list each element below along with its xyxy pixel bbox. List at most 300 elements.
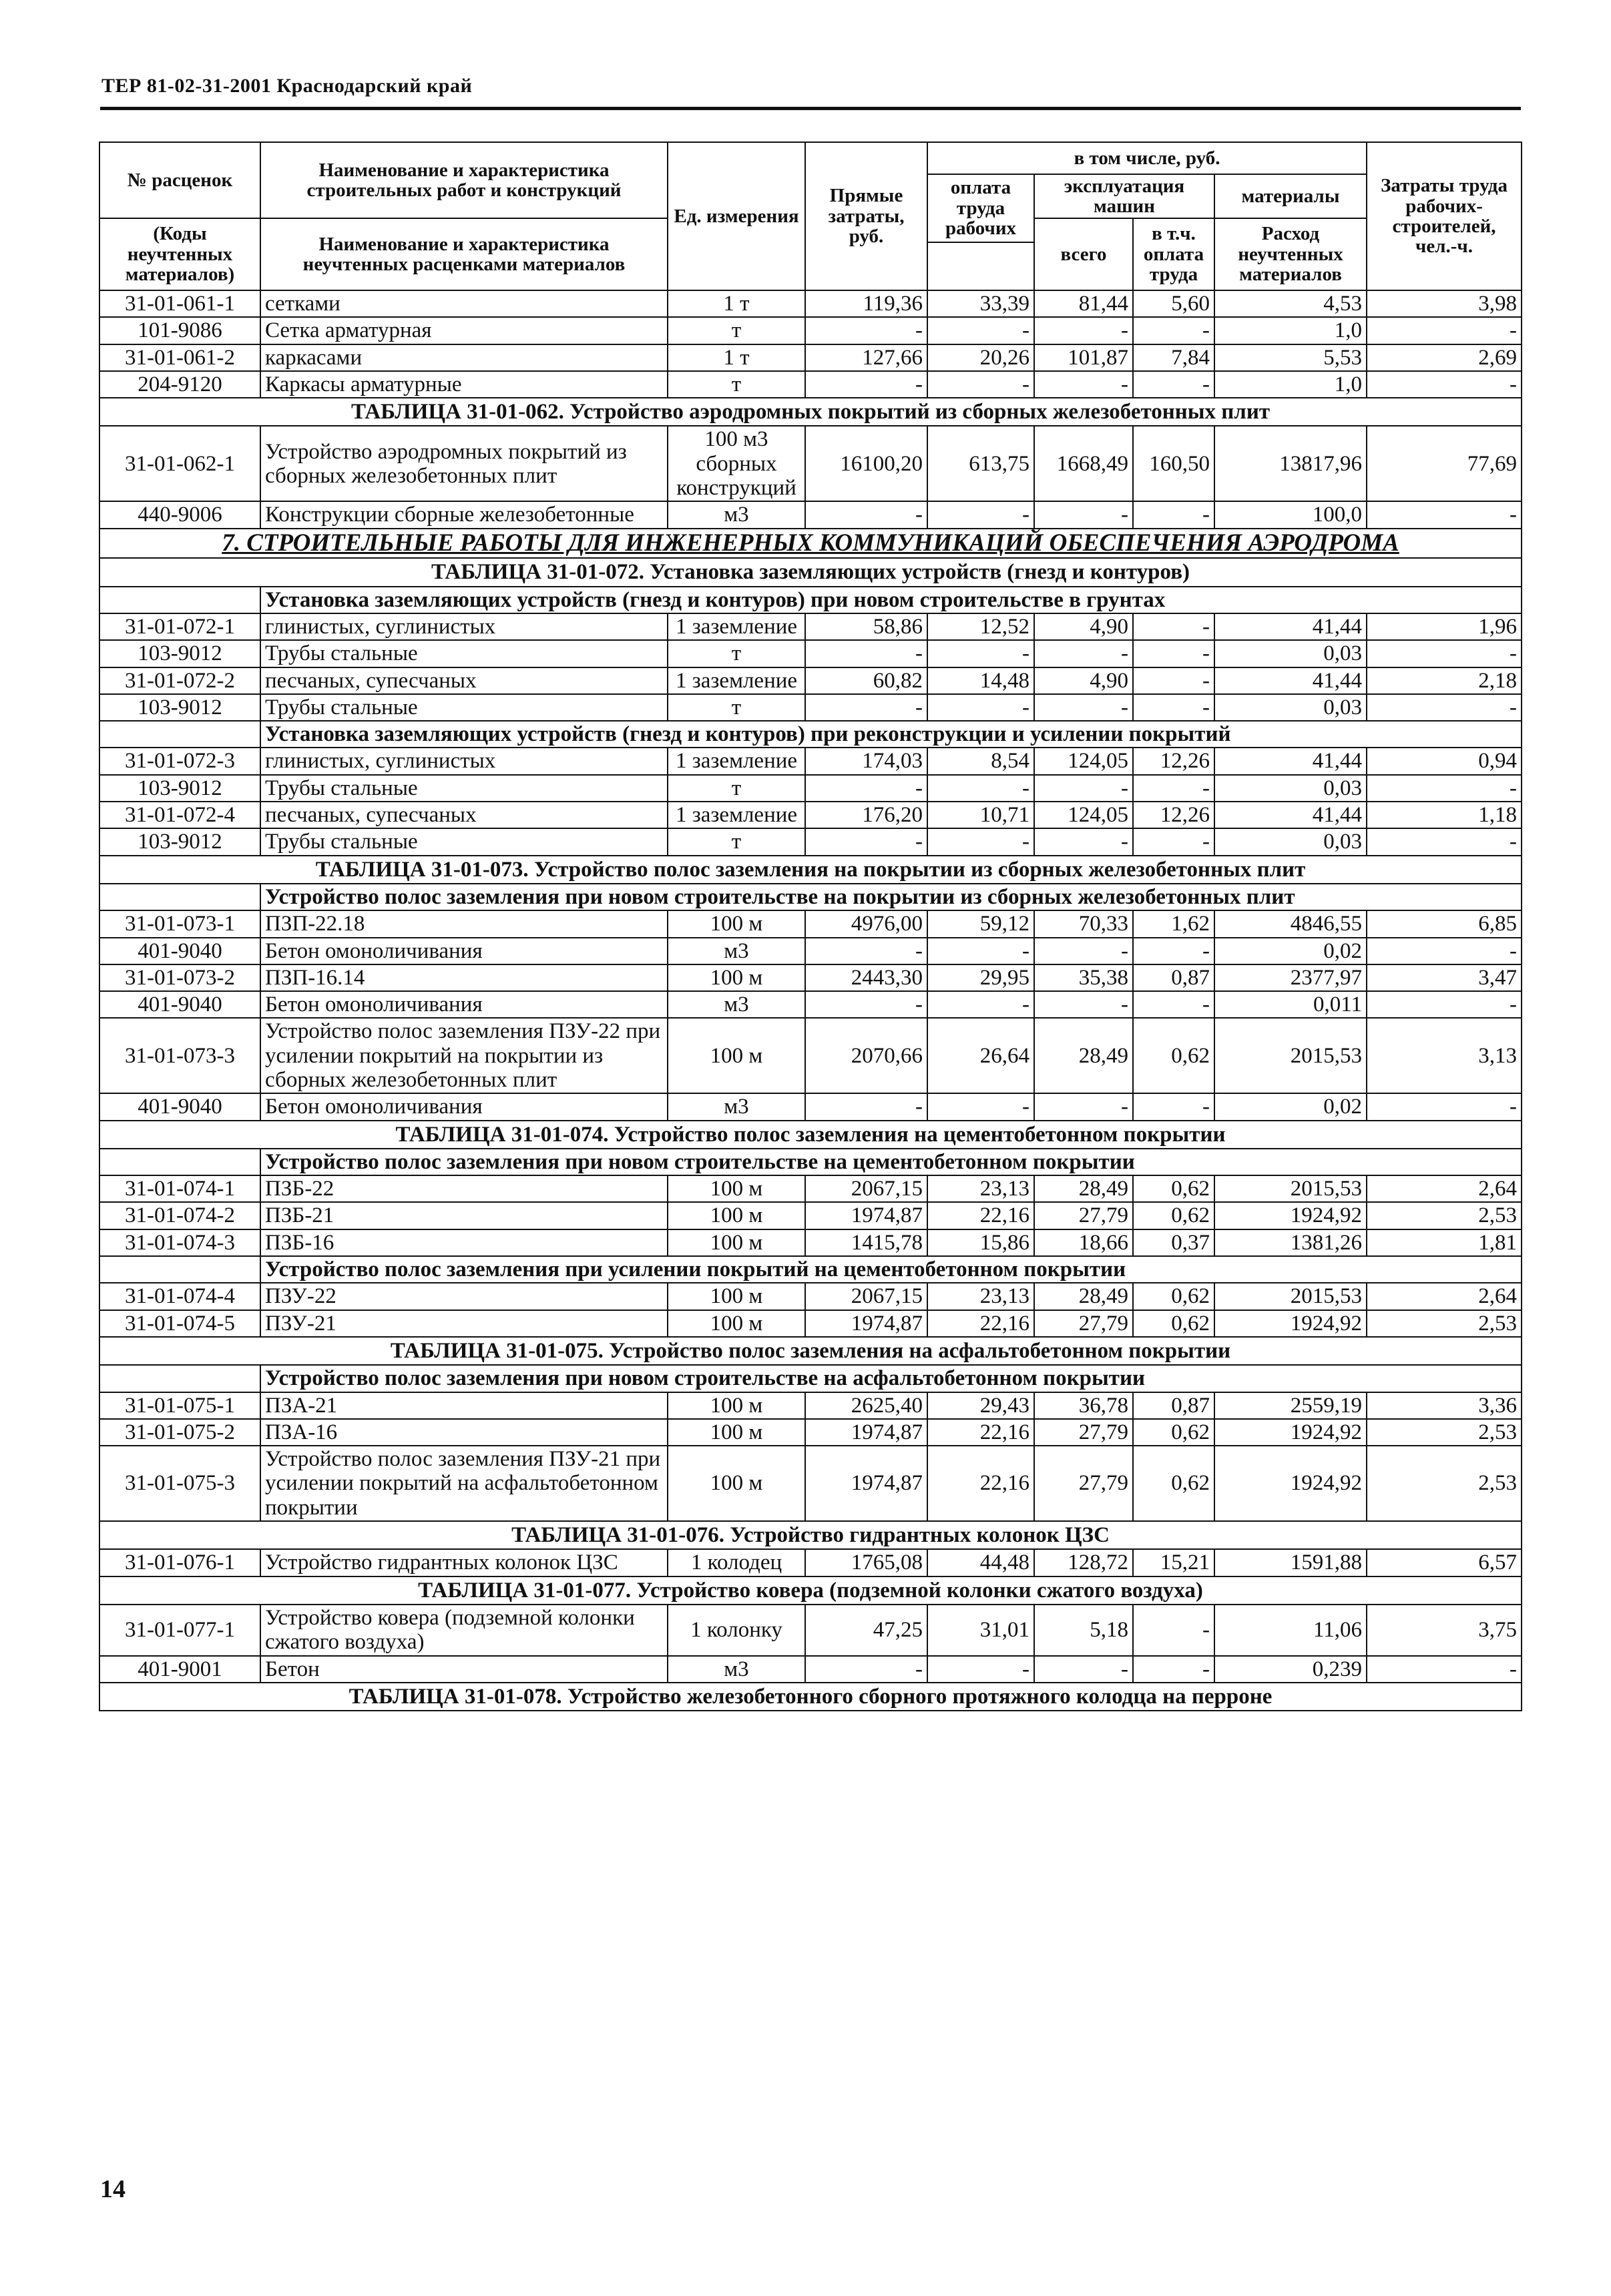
cell-code: 440-9006 xyxy=(99,501,260,528)
table-row xyxy=(99,640,1522,667)
cell-direct-costs: 2067,15 xyxy=(805,1283,927,1310)
cell-materials: 2015,53 xyxy=(1214,1175,1367,1202)
cell-worker-pay: - xyxy=(927,991,1034,1018)
cell-direct-costs: 1415,78 xyxy=(805,1229,927,1256)
cell-code: 31-01-072-4 xyxy=(99,802,260,828)
cell-direct-costs: 1765,08 xyxy=(805,1549,927,1576)
subheading-row xyxy=(99,1256,1522,1283)
cell-worker-pay: 26,64 xyxy=(927,1018,1034,1093)
cell-machines-pay: - xyxy=(1133,371,1214,398)
cell-machines-pay: 0,62 xyxy=(1133,1310,1214,1337)
cell-machines-total: 4,90 xyxy=(1034,613,1133,640)
cell-labor: - xyxy=(1367,1656,1522,1683)
cell-unit: т xyxy=(668,317,805,344)
cell-worker-pay: - xyxy=(927,694,1034,721)
table-heading: ТАБЛИЦА 31-01-075. Устройство полос заземления на асфальтобетонном покрытии xyxy=(99,1337,1522,1365)
cell-unit: 100 м xyxy=(668,1392,805,1419)
header-direct-costs: Прямые затраты, руб. xyxy=(805,142,927,290)
cell-machines-pay: 0,87 xyxy=(1133,964,1214,991)
cell-labor: - xyxy=(1367,991,1522,1018)
cell-code: 31-01-073-1 xyxy=(99,910,260,937)
page-header: ТЕР 81-02-31-2001 Краснодарский край xyxy=(101,75,473,97)
cell-machines-total: - xyxy=(1034,640,1133,667)
table-row xyxy=(99,613,1522,640)
cell-unit: 100 м xyxy=(668,1202,805,1229)
cell-name: каркасами xyxy=(260,344,668,371)
cell-machines-total: 124,05 xyxy=(1034,748,1133,774)
table-row xyxy=(99,667,1522,694)
cell-machines-total: 124,05 xyxy=(1034,802,1133,828)
cell-materials: 1924,92 xyxy=(1214,1419,1367,1446)
subheading-row xyxy=(99,884,1522,910)
cell-labor: - xyxy=(1367,938,1522,964)
cell-worker-pay: 23,13 xyxy=(927,1283,1034,1310)
cell-machines-pay: 0,37 xyxy=(1133,1229,1214,1256)
table-row xyxy=(99,1549,1522,1576)
cell-labor: 2,53 xyxy=(1367,1310,1522,1337)
cell-direct-costs: 176,20 xyxy=(805,802,927,828)
cell-worker-pay: 59,12 xyxy=(927,910,1034,937)
cell-labor: 3,98 xyxy=(1367,290,1522,317)
cell-unit: м3 xyxy=(668,938,805,964)
cell-labor: - xyxy=(1367,501,1522,528)
table-row xyxy=(99,1093,1522,1120)
cell-materials: 41,44 xyxy=(1214,802,1367,828)
cell-materials: 0,02 xyxy=(1214,1093,1367,1120)
table-row xyxy=(99,501,1522,528)
table-row xyxy=(99,775,1522,802)
subheading-row xyxy=(99,1365,1522,1392)
cell-worker-pay: 15,86 xyxy=(927,1229,1034,1256)
cell-code: 401-9040 xyxy=(99,938,260,964)
cell-worker-pay: - xyxy=(927,1656,1034,1683)
cell-unit: 1 заземление xyxy=(668,748,805,774)
cell-materials: 4846,55 xyxy=(1214,910,1367,937)
table-row xyxy=(99,1229,1522,1256)
cell-worker-pay: - xyxy=(927,828,1034,855)
cell-machines-pay: - xyxy=(1133,938,1214,964)
cell-name: песчаных, супесчаных xyxy=(260,667,668,694)
cell-materials: 1924,92 xyxy=(1214,1310,1367,1337)
cell-machines-total: 128,72 xyxy=(1034,1549,1133,1576)
cell-worker-pay: 33,39 xyxy=(927,290,1034,317)
cell-name: ПЗА-16 xyxy=(260,1419,668,1446)
cell-machines-pay: 0,62 xyxy=(1133,1175,1214,1202)
cell-materials: 0,02 xyxy=(1214,938,1367,964)
cell-labor: 3,36 xyxy=(1367,1392,1522,1419)
cell-code: 31-01-077-1 xyxy=(99,1605,260,1656)
cell-name: Трубы стальные xyxy=(260,694,668,721)
cell-name: ПЗБ-16 xyxy=(260,1229,668,1256)
cell-code: 103-9012 xyxy=(99,828,260,855)
table-row xyxy=(99,344,1522,371)
cell-machines-pay: - xyxy=(1133,775,1214,802)
table-heading-row xyxy=(99,856,1522,884)
cell-materials: 41,44 xyxy=(1214,667,1367,694)
cell-unit: м3 xyxy=(668,1093,805,1120)
cell-machines-pay: 0,62 xyxy=(1133,1446,1214,1521)
cell-code: 401-9040 xyxy=(99,1093,260,1120)
cell-machines-total: 36,78 xyxy=(1034,1392,1133,1419)
cell-machines-total: 27,79 xyxy=(1034,1419,1133,1446)
cell-machines-pay: 12,26 xyxy=(1133,802,1214,828)
header-machines-total: всего xyxy=(1034,218,1133,290)
table-heading: ТАБЛИЦА 31-01-074. Устройство полос заземления на цементобетонном покрытии xyxy=(99,1121,1522,1149)
page-number: 14 xyxy=(100,2175,126,2203)
table-heading: ТАБЛИЦА 31-01-072. Установка заземляющих устройств (гнезд и контуров) xyxy=(99,558,1522,586)
cell-name: Трубы стальные xyxy=(260,640,668,667)
cell-worker-pay: 44,48 xyxy=(927,1549,1034,1576)
cell-materials: 0,03 xyxy=(1214,775,1367,802)
cell-unit: 100 м xyxy=(668,1446,805,1521)
cell-labor: - xyxy=(1367,828,1522,855)
cell-code: 31-01-074-4 xyxy=(99,1283,260,1310)
cell-code: 31-01-073-3 xyxy=(99,1018,260,1093)
cell-direct-costs: 2067,15 xyxy=(805,1175,927,1202)
cell-direct-costs: 1974,87 xyxy=(805,1446,927,1521)
cell-machines-total: - xyxy=(1034,1093,1133,1120)
cell-machines-pay: - xyxy=(1133,640,1214,667)
cell-machines-pay: 0,62 xyxy=(1133,1283,1214,1310)
cell-direct-costs: 1974,87 xyxy=(805,1419,927,1446)
cell-machines-pay: - xyxy=(1133,667,1214,694)
cell-machines-pay: 160,50 xyxy=(1133,426,1214,501)
cell-name: Конструкции сборные железобетонные xyxy=(260,501,668,528)
cell-materials: 5,53 xyxy=(1214,344,1367,371)
table-heading-row xyxy=(99,1521,1522,1549)
cell-unit: м3 xyxy=(668,501,805,528)
subheading-row xyxy=(99,721,1522,748)
cell-code: 103-9012 xyxy=(99,640,260,667)
cell-materials: 1381,26 xyxy=(1214,1229,1367,1256)
table-heading-row xyxy=(99,1337,1522,1365)
header-materials: материалы xyxy=(1214,174,1367,218)
cell-code: 401-9001 xyxy=(99,1656,260,1683)
cell-direct-costs: - xyxy=(805,640,927,667)
cell-worker-pay: - xyxy=(927,371,1034,398)
cell-direct-costs: 1974,87 xyxy=(805,1310,927,1337)
cell-machines-pay: - xyxy=(1133,1605,1214,1656)
cell-worker-pay: - xyxy=(927,938,1034,964)
table-heading: ТАБЛИЦА 31-01-078. Устройство железобетонного сборного протяжного колодца на перроне xyxy=(99,1683,1522,1711)
cell-unit: т xyxy=(668,640,805,667)
table-row xyxy=(99,828,1522,855)
cell-labor: 2,53 xyxy=(1367,1202,1522,1229)
cell-code: 31-01-074-3 xyxy=(99,1229,260,1256)
cell-direct-costs: - xyxy=(805,501,927,528)
rates-table xyxy=(99,141,1522,1711)
cell-code: 31-01-074-1 xyxy=(99,1175,260,1202)
subheading: Установка заземляющих устройств (гнезд и контуров) при реконструкции и усилении покрытий xyxy=(260,721,1522,748)
section-heading: 7. СТРОИТЕЛЬНЫЕ РАБОТЫ ДЛЯ ИНЖЕНЕРНЫХ КОММУНИКАЦИЙ ОБЕСПЕЧЕНИЯ АЭРОДРОМА xyxy=(99,529,1522,559)
cell-materials: 1591,88 xyxy=(1214,1549,1367,1576)
cell-worker-pay: 22,16 xyxy=(927,1310,1034,1337)
cell-name: ПЗП-16.14 xyxy=(260,964,668,991)
cell-unit: 100 м3 сборных конструкций xyxy=(668,426,805,501)
cell-materials: 0,03 xyxy=(1214,694,1367,721)
table-row xyxy=(99,748,1522,774)
cell-unit: т xyxy=(668,775,805,802)
table-body xyxy=(99,290,1522,1711)
table-row xyxy=(99,910,1522,937)
cell-machines-pay: 0,62 xyxy=(1133,1419,1214,1446)
cell-worker-pay: 20,26 xyxy=(927,344,1034,371)
cell-direct-costs: - xyxy=(805,694,927,721)
cell-materials: 2377,97 xyxy=(1214,964,1367,991)
cell-name: ПЗБ-22 xyxy=(260,1175,668,1202)
table-row xyxy=(99,1310,1522,1337)
cell-name: Бетон xyxy=(260,1656,668,1683)
cell-code: 31-01-072-2 xyxy=(99,667,260,694)
table-header xyxy=(99,142,1522,290)
cell-code: 101-9086 xyxy=(99,317,260,344)
cell-unit: 1 заземление xyxy=(668,802,805,828)
cell-labor: 1,96 xyxy=(1367,613,1522,640)
cell-materials: 1924,92 xyxy=(1214,1446,1367,1521)
cell-direct-costs: 119,36 xyxy=(805,290,927,317)
cell-name: ПЗП-22.18 xyxy=(260,910,668,937)
cell-code: 31-01-072-3 xyxy=(99,748,260,774)
cell-unit: 1 т xyxy=(668,344,805,371)
cell-name: сетками xyxy=(260,290,668,317)
cell-name: Каркасы арматурные xyxy=(260,371,668,398)
cell-unit: 1 колонку xyxy=(668,1605,805,1656)
cell-name: ПЗА-21 xyxy=(260,1392,668,1419)
cell-labor: - xyxy=(1367,1093,1522,1120)
cell-worker-pay: 29,95 xyxy=(927,964,1034,991)
cell-materials: 41,44 xyxy=(1214,748,1367,774)
cell-machines-total: 27,79 xyxy=(1034,1202,1133,1229)
cell-worker-pay: - xyxy=(927,1093,1034,1120)
table-heading-row xyxy=(99,1683,1522,1711)
cell-machines-total: 27,79 xyxy=(1034,1446,1133,1521)
cell-worker-pay: 10,71 xyxy=(927,802,1034,828)
cell-name: глинистых, суглинистых xyxy=(260,613,668,640)
rates-table-wrap xyxy=(99,141,1521,1711)
table-row xyxy=(99,964,1522,991)
cell-worker-pay: 613,75 xyxy=(927,426,1034,501)
cell-name: Трубы стальные xyxy=(260,775,668,802)
table-row xyxy=(99,371,1522,398)
cell-direct-costs: - xyxy=(805,317,927,344)
header-code-sub: (Коды неучтенных материалов) xyxy=(99,218,260,290)
cell-labor: 2,53 xyxy=(1367,1446,1522,1521)
cell-labor: - xyxy=(1367,775,1522,802)
cell-direct-costs: 2443,30 xyxy=(805,964,927,991)
subheading: Устройство полос заземления при новом строительстве на покрытии из сборных железобетонных плит xyxy=(260,884,1522,910)
cell-machines-pay: - xyxy=(1133,1093,1214,1120)
cell-machines-total: - xyxy=(1034,1656,1133,1683)
cell-unit: т xyxy=(668,694,805,721)
cell-labor: 2,64 xyxy=(1367,1283,1522,1310)
cell-materials: 2015,53 xyxy=(1214,1018,1367,1093)
cell-machines-pay: 7,84 xyxy=(1133,344,1214,371)
cell-code: 31-01-075-2 xyxy=(99,1419,260,1446)
cell-materials: 4,53 xyxy=(1214,290,1367,317)
section-heading-row xyxy=(99,529,1522,559)
cell-materials: 1924,92 xyxy=(1214,1202,1367,1229)
cell-labor: - xyxy=(1367,317,1522,344)
cell-unit: т xyxy=(668,828,805,855)
table-row xyxy=(99,1446,1522,1521)
cell-labor: 6,85 xyxy=(1367,910,1522,937)
cell-machines-total: 101,87 xyxy=(1034,344,1133,371)
cell-materials: 11,06 xyxy=(1214,1605,1367,1656)
cell-machines-pay: 0,87 xyxy=(1133,1392,1214,1419)
cell-name: ПЗУ-22 xyxy=(260,1283,668,1310)
cell-labor: 6,57 xyxy=(1367,1549,1522,1576)
cell-code: 31-01-074-2 xyxy=(99,1202,260,1229)
cell-worker-pay: 14,48 xyxy=(927,667,1034,694)
cell-code: 31-01-075-1 xyxy=(99,1392,260,1419)
cell-code: 401-9040 xyxy=(99,991,260,1018)
cell-name: Устройство ковера (подземной колонки сжатого воздуха) xyxy=(260,1605,668,1656)
cell-labor: - xyxy=(1367,640,1522,667)
cell-name: Бетон омоноличивания xyxy=(260,938,668,964)
cell-direct-costs: 1974,87 xyxy=(805,1202,927,1229)
cell-machines-total: - xyxy=(1034,828,1133,855)
table-row xyxy=(99,1018,1522,1093)
cell-machines-total: - xyxy=(1034,371,1133,398)
cell-direct-costs: - xyxy=(805,828,927,855)
cell-labor: 3,75 xyxy=(1367,1605,1522,1656)
cell-labor: 2,64 xyxy=(1367,1175,1522,1202)
cell-direct-costs: - xyxy=(805,1093,927,1120)
subheading: Устройство полос заземления при новом строительстве на асфальтобетонном покрытии xyxy=(260,1365,1522,1392)
cell-labor: 77,69 xyxy=(1367,426,1522,501)
cell-materials: 100,0 xyxy=(1214,501,1367,528)
table-row xyxy=(99,426,1522,501)
table-heading: ТАБЛИЦА 31-01-077. Устройство ковера (подземной колонки сжатого воздуха) xyxy=(99,1576,1522,1605)
cell-unit: 1 т xyxy=(668,290,805,317)
cell-machines-total: 81,44 xyxy=(1034,290,1133,317)
cell-materials: 2559,19 xyxy=(1214,1392,1367,1419)
subheading: Установка заземляющих устройств (гнезд и контуров) при новом строительстве в грунтах xyxy=(260,587,1522,613)
cell-worker-pay: - xyxy=(927,640,1034,667)
cell-unit: 100 м xyxy=(668,1283,805,1310)
cell-labor: 1,81 xyxy=(1367,1229,1522,1256)
cell-direct-costs: 58,86 xyxy=(805,613,927,640)
cell-materials: 41,44 xyxy=(1214,613,1367,640)
table-row xyxy=(99,802,1522,828)
cell-materials: 2015,53 xyxy=(1214,1283,1367,1310)
cell-worker-pay: 8,54 xyxy=(927,748,1034,774)
subheading-spacer xyxy=(99,884,260,910)
table-heading: ТАБЛИЦА 31-01-073. Устройство полос заземления на покрытии из сборных железобетонных плит xyxy=(99,856,1522,884)
table-row xyxy=(99,290,1522,317)
cell-materials: 1,0 xyxy=(1214,317,1367,344)
subheading-spacer xyxy=(99,1149,260,1175)
header-labor: Затраты труда рабочих-строителей, чел.-ч. xyxy=(1367,142,1522,290)
cell-unit: 1 колодец xyxy=(668,1549,805,1576)
cell-direct-costs: - xyxy=(805,775,927,802)
cell-unit: 100 м xyxy=(668,1419,805,1446)
cell-machines-total: 70,33 xyxy=(1034,910,1133,937)
cell-unit: 100 м xyxy=(668,1229,805,1256)
cell-direct-costs: 174,03 xyxy=(805,748,927,774)
cell-unit: 100 м xyxy=(668,1018,805,1093)
cell-name: ПЗБ-21 xyxy=(260,1202,668,1229)
header-code: № расценок xyxy=(99,142,260,218)
cell-name: ПЗУ-21 xyxy=(260,1310,668,1337)
cell-worker-pay: - xyxy=(927,317,1034,344)
cell-name: Устройство гидрантных колонок ЦЗС xyxy=(260,1549,668,1576)
cell-labor: - xyxy=(1367,694,1522,721)
cell-unit: 100 м xyxy=(668,910,805,937)
cell-direct-costs: 60,82 xyxy=(805,667,927,694)
cell-unit: т xyxy=(668,371,805,398)
cell-labor: - xyxy=(1367,371,1522,398)
cell-machines-pay: 5,60 xyxy=(1133,290,1214,317)
table-row xyxy=(99,1605,1522,1656)
header-machines: эксплуатация машин xyxy=(1034,174,1214,218)
header-name: Наименование и характеристика строительных работ и конструкций xyxy=(260,142,668,218)
cell-machines-pay: 0,62 xyxy=(1133,1018,1214,1093)
subheading-spacer xyxy=(99,587,260,613)
cell-worker-pay: 12,52 xyxy=(927,613,1034,640)
table-row xyxy=(99,694,1522,721)
subheading-row xyxy=(99,587,1522,613)
cell-machines-total: 28,49 xyxy=(1034,1018,1133,1093)
cell-direct-costs: - xyxy=(805,1656,927,1683)
cell-direct-costs: - xyxy=(805,938,927,964)
header-name-sub: Наименование и характеристика неучтенных расценками материалов xyxy=(260,218,668,290)
table-row xyxy=(99,991,1522,1018)
cell-machines-pay: - xyxy=(1133,828,1214,855)
cell-worker-pay: 23,13 xyxy=(927,1175,1034,1202)
cell-machines-pay: - xyxy=(1133,613,1214,640)
cell-machines-total: 1668,49 xyxy=(1034,426,1133,501)
cell-name: Сетка арматурная xyxy=(260,317,668,344)
header-rule xyxy=(100,107,1521,110)
cell-materials: 0,03 xyxy=(1214,828,1367,855)
subheading-row xyxy=(99,1149,1522,1175)
header-machines-pay: в т.ч. оплата труда xyxy=(1133,218,1214,290)
cell-machines-pay: - xyxy=(1133,317,1214,344)
cell-code: 31-01-061-2 xyxy=(99,344,260,371)
cell-labor: 2,18 xyxy=(1367,667,1522,694)
cell-labor: 3,13 xyxy=(1367,1018,1522,1093)
cell-name: Устройство полос заземления ПЗУ-22 при усилении покрытий на покрытии из сборных железобетонных плит xyxy=(260,1018,668,1093)
cell-machines-total: 35,38 xyxy=(1034,964,1133,991)
cell-unit: 1 заземление xyxy=(668,613,805,640)
cell-machines-pay: 1,62 xyxy=(1133,910,1214,937)
table-heading: ТАБЛИЦА 31-01-076. Устройство гидрантных колонок ЦЗС xyxy=(99,1521,1522,1549)
cell-direct-costs: 16100,20 xyxy=(805,426,927,501)
header-including: в том числе, руб. xyxy=(927,142,1367,174)
cell-name: песчаных, супесчаных xyxy=(260,802,668,828)
cell-name: Бетон омоноличивания xyxy=(260,991,668,1018)
cell-materials: 13817,96 xyxy=(1214,426,1367,501)
table-row xyxy=(99,1392,1522,1419)
cell-machines-total: - xyxy=(1034,775,1133,802)
cell-machines-pay: 15,21 xyxy=(1133,1549,1214,1576)
cell-labor: 2,53 xyxy=(1367,1419,1522,1446)
cell-code: 31-01-061-1 xyxy=(99,290,260,317)
cell-worker-pay: 31,01 xyxy=(927,1605,1034,1656)
cell-name: глинистых, суглинистых xyxy=(260,748,668,774)
cell-code: 103-9012 xyxy=(99,775,260,802)
cell-materials: 0,239 xyxy=(1214,1656,1367,1683)
table-heading-row xyxy=(99,398,1522,426)
cell-code: 31-01-076-1 xyxy=(99,1549,260,1576)
cell-materials: 1,0 xyxy=(1214,371,1367,398)
cell-machines-pay: - xyxy=(1133,694,1214,721)
cell-direct-costs: 127,66 xyxy=(805,344,927,371)
cell-worker-pay: - xyxy=(927,501,1034,528)
cell-direct-costs: 2070,66 xyxy=(805,1018,927,1093)
subheading-spacer xyxy=(99,721,260,748)
